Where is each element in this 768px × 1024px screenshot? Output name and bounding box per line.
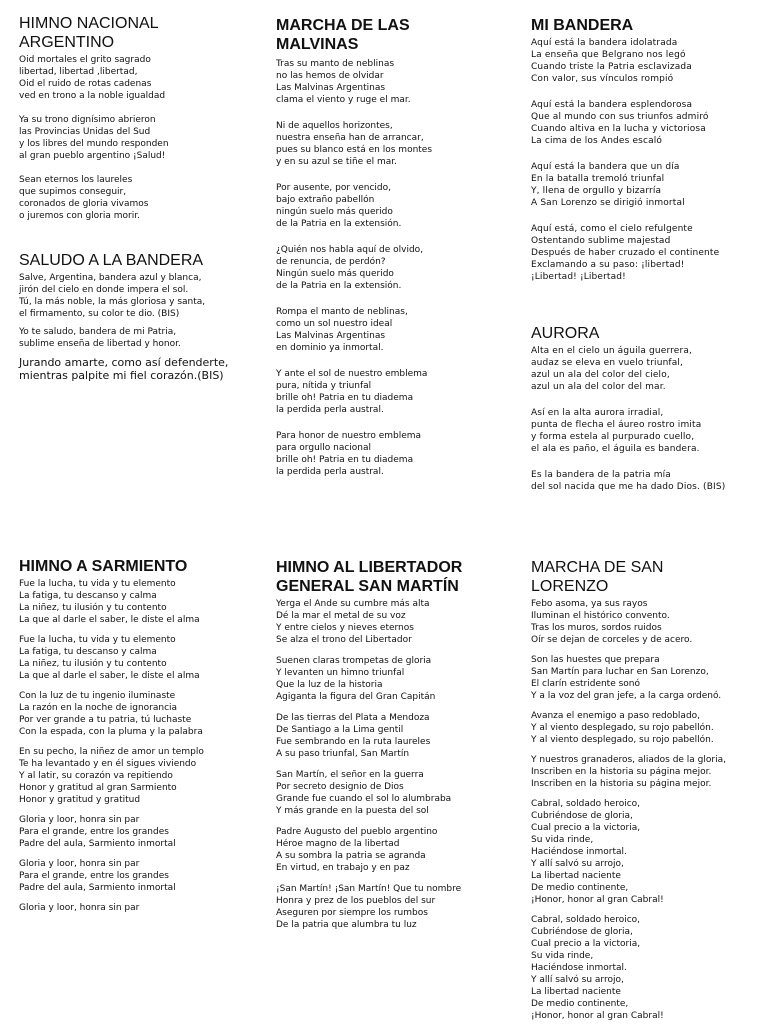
lyric-line: nuestra enseña han de arrancar, — [276, 133, 424, 143]
lyric-line: Y al viento desplegado, su rojo pabellón. — [531, 723, 714, 733]
lyric-line: Por secreto designio de Dios — [276, 782, 404, 792]
lyric-line: Las Malvinas Argentinas — [276, 331, 386, 341]
lyric-line: Héroe magno de la libertad — [276, 839, 400, 849]
lyric-line: Y entre cielos y nieves eternos — [276, 623, 414, 633]
section-title — [531, 16, 763, 35]
stanza — [19, 814, 259, 850]
lyric-line: En virtud, en trabajo y en paz — [276, 863, 410, 873]
stanza — [19, 902, 259, 914]
lyric-line: Aquí está, como el cielo refulgente — [531, 224, 693, 234]
stanza — [276, 598, 516, 646]
stanza — [19, 858, 259, 894]
lyric-line: Cual precio a la victoria, — [531, 823, 641, 833]
lyric-line: Fue sembrando en la ruta laureles — [276, 737, 431, 747]
lyric-line: Cubriéndose de gloria, — [531, 811, 633, 821]
section-saludo-bandera — [19, 252, 254, 382]
lyric-line: La cima de los Andes escaló — [531, 136, 663, 146]
stanza — [531, 598, 765, 646]
lyric-line: Avanza el enemigo a paso redoblado, — [531, 711, 701, 721]
stanza — [19, 54, 254, 102]
lyric-line: azul un ala del color del mar. — [531, 382, 666, 392]
stanza — [19, 690, 259, 738]
lyric-line: coronados de gloria vivamos — [19, 199, 149, 209]
stanza — [531, 345, 763, 393]
stanza — [276, 655, 516, 703]
section-title-line: AURORA — [531, 325, 600, 342]
lyric-line: Agiganta la figura del Gran Capitán — [276, 692, 436, 702]
lyric-line: azul un ala del color del cielo, — [531, 370, 670, 380]
lyric-line: Inscriben en la historia su página mejor. — [531, 779, 712, 789]
stanza — [276, 826, 516, 874]
lyric-line: audaz se eleva en vuelo triunfal, — [531, 358, 684, 368]
stanza — [276, 306, 511, 354]
section-title — [531, 325, 763, 343]
lyric-line: Después de haber cruzado el continente — [531, 248, 720, 258]
lyric-line: y en su azul se tiñe el mar. — [276, 157, 397, 167]
section-title-line: MI BANDERA — [531, 17, 634, 34]
lyric-line: Honor y gratitud al gran Sarmiento — [19, 783, 177, 793]
lyric-line: que supimos conseguir, — [19, 187, 127, 197]
lyric-line: Cabral, soldado heroico, — [531, 915, 641, 925]
lyric-line: Y, llena de orgullo y bizarría — [531, 186, 662, 196]
stanza-list — [531, 345, 763, 493]
stanza — [276, 769, 516, 817]
lyric-line: de renuncia, de perdón? — [276, 257, 386, 267]
lyric-line: Gloria y loor, honra sin par — [19, 903, 140, 913]
lyric-line: En la batalla tremoló triunfal — [531, 174, 665, 184]
lyric-line: la perdida perla austral. — [276, 467, 384, 477]
lyric-line: Que al mundo con sus triunfos admiró — [531, 112, 709, 122]
lyric-line: de la Patria en la extensión. — [276, 281, 402, 291]
stanza — [276, 883, 516, 931]
lyric-line: Con la espada, con la pluma y la palabra — [19, 727, 203, 737]
lyric-line: pura, nítida y triunfal — [276, 381, 372, 391]
lyric-line: Cuando altiva en la lucha y victoriosa — [531, 124, 706, 134]
lyric-line: Tras su manto de neblinas — [276, 59, 395, 69]
section-aurora — [531, 325, 763, 493]
lyric-line: La niñez, tu ilusión y tu contento — [19, 603, 167, 613]
lyric-line: Fue la lucha, tu vida y tu elemento — [19, 635, 176, 645]
lyric-line: A su paso triunfal, San Martín — [276, 749, 410, 759]
lyric-line: libertad, libertad ,libertad, — [19, 67, 138, 77]
section-himno-nacional — [19, 14, 254, 222]
section-title — [19, 558, 259, 576]
lyric-line: Oid el ruido de rotas cadenas — [19, 79, 152, 89]
lyric-line: Y ante el sol de nuestro emblema — [276, 369, 428, 379]
stanza-list — [276, 598, 516, 931]
lyric-line: en dominio ya inmortal. — [276, 343, 384, 353]
lyric-line: Yo te saludo, bandera de mi Patria, — [19, 327, 177, 337]
stanza-list — [531, 598, 765, 1022]
stanza — [531, 223, 763, 283]
lyric-line: La que al darle el saber, le diste el alma — [19, 671, 200, 681]
lyric-line: Son las huestes que prepara — [531, 655, 660, 665]
lyric-line: Y más grande en la puesta del sol — [276, 806, 429, 816]
lyric-line: La libertad naciente — [531, 987, 621, 997]
lyric-line: La niñez, tu ilusión y tu contento — [19, 659, 167, 669]
section-title-line: HIMNO AL LIBERTADOR — [276, 559, 463, 576]
lyric-line: A su sombra la patria se agranda — [276, 851, 426, 861]
lyric-line: De la patria que alumbra tu luz — [276, 920, 417, 930]
section-title-line: HIMNO A SARMIENTO — [19, 558, 188, 575]
stanza — [19, 634, 259, 682]
lyric-line: Padre Augusto del pueblo argentino — [276, 827, 438, 837]
lyric-line: Alta en el cielo un águila guerrera, — [531, 346, 693, 356]
lyric-line: Inscriben en la historia su página mejor. — [531, 767, 712, 777]
section-title-line: GENERAL SAN MARTÍN — [276, 578, 459, 595]
stanza — [531, 710, 765, 746]
lyric-line: Padre del aula, Sarmiento inmortal — [19, 839, 176, 849]
lyric-line: Para el grande, entre los grandes — [19, 871, 169, 881]
lyric-line: En su pecho, la niñez de amor un templo — [19, 747, 204, 757]
stanza-list — [19, 272, 254, 382]
lyric-line: las Provincias Unidas del Sud — [19, 127, 151, 137]
lyric-line: Tú, la más noble, la más gloriosa y santa, — [19, 297, 206, 307]
stanza — [531, 798, 765, 906]
lyric-line: Cual precio a la victoria, — [531, 939, 641, 949]
lyric-line: la perdida perla austral. — [276, 405, 384, 415]
lyric-line: Rompa el manto de neblinas, — [276, 307, 408, 317]
lyric-line: ¡San Martín! ¡San Martín! Que tu nombre — [276, 884, 462, 894]
section-title-line: MALVINAS — [276, 36, 359, 53]
stanza — [276, 182, 511, 230]
section-title-line: LORENZO — [531, 578, 609, 595]
lyric-line: Gloria y loor, honra sin par — [19, 859, 140, 869]
lyric-line: Aquí está la bandera que un día — [531, 162, 680, 172]
stanza — [531, 99, 763, 147]
stanza — [531, 914, 765, 1022]
lyric-line: De medio continente, — [531, 999, 629, 1009]
lyric-line: Suenen claras trompetas de gloria — [276, 656, 432, 666]
section-title-line: MARCHA DE SAN — [531, 559, 664, 576]
stanza — [276, 120, 511, 168]
lyric-line: De Santiago a la Lima gentil — [276, 725, 404, 735]
lyric-line: Ni de aquellos horizontes, — [276, 121, 393, 131]
lyric-line: Por ausente, por vencido, — [276, 183, 391, 193]
lyric-line: Con la luz de tu ingenio iluminaste — [19, 691, 176, 701]
section-mi-bandera — [531, 16, 763, 283]
stanza — [19, 746, 259, 806]
lyric-line: Honor y gratitud y gratitud — [19, 795, 141, 805]
lyric-line: Te ha levantado y en él sigues viviendo — [19, 759, 197, 769]
lyric-line: punta de flecha el áureo rostro imita — [531, 420, 702, 430]
lyric-line: Es la bandera de la patria mía — [531, 470, 671, 480]
lyric-line: Tras los muros, sordos ruidos — [531, 623, 662, 633]
lyric-line: brille oh! Patria en tu diadema — [276, 393, 414, 403]
stanza-list — [19, 54, 254, 222]
lyric-line: Padre del aula, Sarmiento inmortal — [19, 883, 176, 893]
section-himno-sarmiento — [19, 558, 259, 914]
lyric-line: Gloria y loor, honra sin par — [19, 815, 140, 825]
lyric-line: Grande fue cuando el sol lo alumbraba — [276, 794, 452, 804]
section-himno-libertador — [276, 558, 516, 931]
lyric-line: el firmamento, su color te dio. (BIS) — [19, 309, 180, 319]
lyric-line: La enseña que Belgrano nos legó — [531, 50, 686, 60]
lyric-line: A San Lorenzo se dirigió inmortal — [531, 198, 685, 208]
lyric-line: Ningún suelo más querido — [276, 269, 394, 279]
stanza — [19, 578, 259, 626]
section-title — [19, 14, 254, 52]
lyric-line: Oid mortales el grito sagrado — [19, 55, 151, 65]
lyric-line: Oír se dejan de corceles y de acero. — [531, 635, 693, 645]
stanza — [276, 368, 511, 416]
lyric-line: Su vida rinde, — [531, 835, 594, 845]
stanza — [19, 326, 254, 350]
lyric-line: ¡Honor, honor al gran Cabral! — [531, 1011, 664, 1021]
lyric-line: Salve, Argentina, bandera azul y blanca, — [19, 273, 202, 283]
section-marcha-malvinas — [276, 16, 511, 478]
lyric-line: De las tierras del Plata a Mendoza — [276, 713, 430, 723]
lyric-line: Y allí salvó su arrojo, — [531, 859, 624, 869]
section-title-line: HIMNO NACIONAL — [19, 15, 159, 32]
section-title — [531, 558, 765, 596]
lyric-line: San Martín, el señor en la guerra — [276, 770, 424, 780]
section-title-line: SALUDO A LA BANDERA — [19, 252, 204, 269]
section-title — [276, 558, 516, 596]
lyric-line: La fatiga, tu descanso y calma — [19, 647, 157, 657]
lyric-line: jirón del cielo en donde impera el sol. — [19, 285, 189, 295]
stanza — [19, 356, 254, 382]
lyric-line: Que la luz de la historia — [276, 680, 383, 690]
stanza-list — [276, 58, 511, 478]
lyric-line: Se alza el trono del Libertador — [276, 635, 412, 645]
section-title — [276, 16, 511, 54]
lyric-line: al gran pueblo argentino ¡Salud! — [19, 151, 166, 161]
lyric-line: San Martín para luchar en San Lorenzo, — [531, 667, 709, 677]
lyric-line: Así en la alta aurora irradial, — [531, 408, 664, 418]
stanza — [19, 272, 254, 320]
section-title — [19, 252, 254, 270]
lyric-line: y los libres del mundo responden — [19, 139, 169, 149]
lyric-line: Honra y prez de los pueblos del sur — [276, 896, 436, 906]
stanza — [276, 58, 511, 106]
stanza — [531, 161, 763, 209]
lyric-line: clama el viento y ruge el mar. — [276, 95, 411, 105]
lyric-line: Exclamando a su paso: ¡libertad! — [531, 260, 685, 270]
stanza — [531, 37, 763, 85]
section-title-line: MARCHA DE LAS — [276, 17, 410, 34]
stanza — [276, 244, 511, 292]
lyric-line: Cuando triste la Patria esclavizada — [531, 62, 692, 72]
lyric-line: Yerga el Ande su cumbre más alta — [276, 599, 430, 609]
lyric-line: Cabral, soldado heroico, — [531, 799, 641, 809]
stanza-list — [19, 578, 259, 914]
lyric-line: ¡Libertad! ¡Libertad! — [531, 272, 626, 282]
section-marcha-san-lorenzo — [531, 558, 765, 1022]
stanza — [531, 754, 765, 790]
lyric-line: Por ver grande a tu patria, tú luchaste — [19, 715, 192, 725]
lyric-line: Y nuestros granaderos, aliados de la gloria, — [531, 755, 726, 765]
lyric-line: para orgullo nacional — [276, 443, 372, 453]
lyric-line: de la Patria en la extensión. — [276, 219, 402, 229]
lyric-line: el ala es paño, el águila es bandera. — [531, 444, 700, 454]
lyric-line: Iluminan el histórico convento. — [531, 611, 670, 621]
lyric-line: mientras palpite mi fiel corazón.(BIS) — [19, 369, 224, 382]
lyric-line: ningún suelo más querido — [276, 207, 393, 217]
lyric-line: Haciéndose inmortal. — [531, 963, 627, 973]
lyric-line: y forma estela al purpurado cuello, — [531, 432, 695, 442]
lyric-line: del sol nacida que me ha dado Dios. (BIS) — [531, 482, 726, 492]
lyric-line: Y al latir, su corazón va repitiendo — [19, 771, 173, 781]
lyric-line: Su vida rinde, — [531, 951, 594, 961]
lyric-line: Jurando amarte, como así defenderte, — [19, 356, 229, 369]
stanza — [19, 114, 254, 162]
lyric-line: La razón en la noche de ignorancia — [19, 703, 178, 713]
lyric-line: ved en trono a la noble igualdad — [19, 91, 166, 101]
lyric-line: Dé la mar el metal de su voz — [276, 611, 406, 621]
lyric-line: La fatiga, tu descanso y calma — [19, 591, 157, 601]
lyric-line: Y levanten un himno triunfal — [276, 668, 405, 678]
lyric-line: Cubriéndose de gloria, — [531, 927, 633, 937]
lyric-line: El clarín estridente sonó — [531, 679, 641, 689]
lyric-line: Fue la lucha, tu vida y tu elemento — [19, 579, 176, 589]
lyric-line: La que al darle el saber, le diste el alma — [19, 615, 200, 625]
stanza — [276, 430, 511, 478]
lyric-line: bajo extraño pabellón — [276, 195, 375, 205]
lyric-line: Aseguren por siempre los rumbos — [276, 908, 428, 918]
lyric-line: brille oh! Patria en tu diadema — [276, 455, 414, 465]
lyric-line: Febo asoma, ya sus rayos — [531, 599, 648, 609]
stanza — [276, 712, 516, 760]
lyric-line: como un sol nuestro ideal — [276, 319, 393, 329]
lyric-line: no las hemos de olvidar — [276, 71, 384, 81]
lyric-line: Con valor, sus vínculos rompió — [531, 74, 674, 84]
lyric-line: o juremos con gloria morir. — [19, 211, 140, 221]
lyric-line: De medio continente, — [531, 883, 629, 893]
stanza-list — [531, 37, 763, 283]
lyric-line: ¿Quién nos habla aquí de olvido, — [276, 245, 424, 255]
lyric-line: Y allí salvó su arrojo, — [531, 975, 624, 985]
stanza — [531, 407, 763, 455]
lyric-line: pues su blanco está en los montes — [276, 145, 433, 155]
lyric-line: Para honor de nuestro emblema — [276, 431, 422, 441]
lyric-line: ¡Honor, honor al gran Cabral! — [531, 895, 664, 905]
section-title-line: ARGENTINO — [19, 34, 115, 51]
lyric-line: Y al viento desplegado, su rojo pabellón. — [531, 735, 714, 745]
lyric-line: Ya su trono dignísimo abrieron — [19, 115, 156, 125]
lyric-line: Haciéndose inmortal. — [531, 847, 627, 857]
lyric-line: Para el grande, entre los grandes — [19, 827, 169, 837]
lyric-line: Las Malvinas Argentinas — [276, 83, 386, 93]
lyric-line: Sean eternos los laureles — [19, 175, 133, 185]
lyric-line: Aquí está la bandera esplendorosa — [531, 100, 693, 110]
stanza — [531, 654, 765, 702]
lyric-line: La libertad naciente — [531, 871, 621, 881]
lyric-line: Y a la voz del gran jefe, a la carga ordenó. — [531, 691, 722, 701]
lyric-line: Aquí está la bandera idolatrada — [531, 38, 678, 48]
lyric-line: sublime enseña de libertad y honor. — [19, 339, 181, 349]
stanza — [19, 174, 254, 222]
stanza — [531, 469, 763, 493]
lyric-line: Ostentando sublime majestad — [531, 236, 671, 246]
